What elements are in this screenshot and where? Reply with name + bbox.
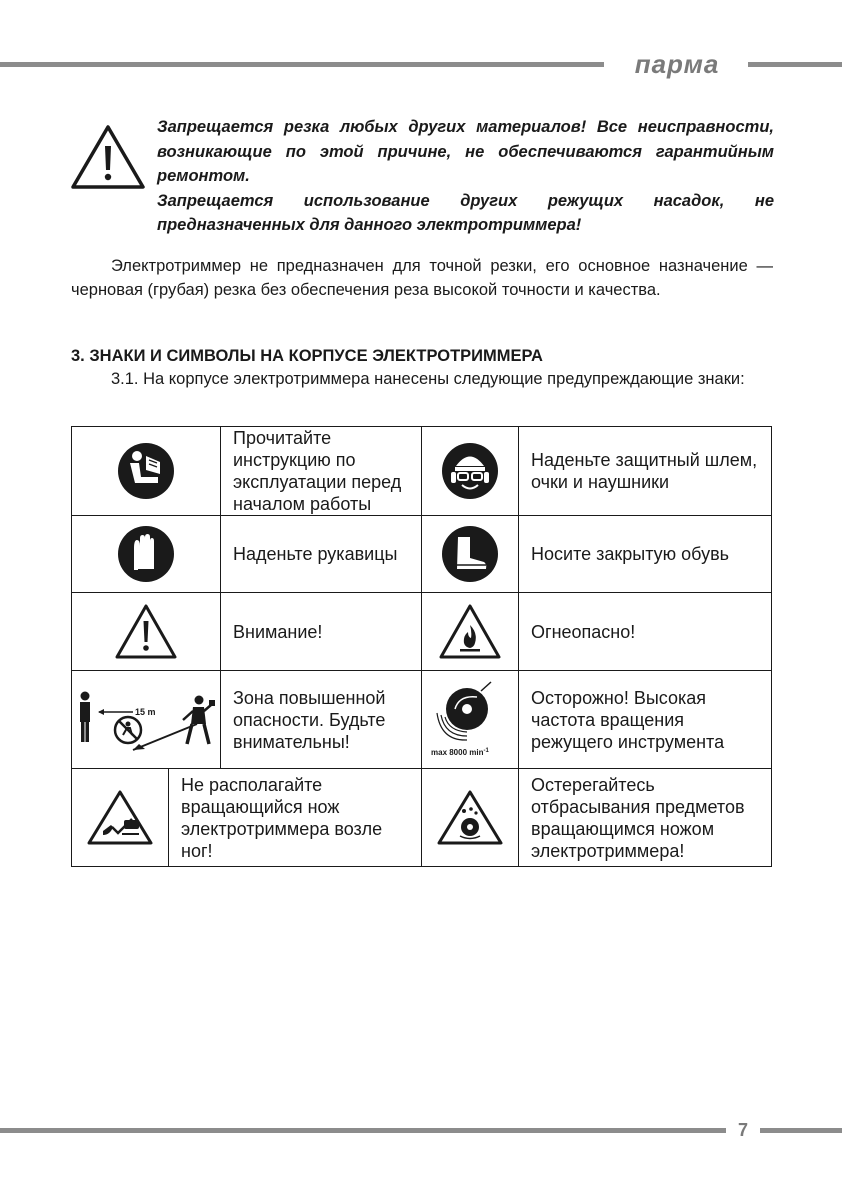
sign-text-cell: Осторожно! Высокая частота вращения режущего инструмента	[519, 671, 772, 769]
table-row	[72, 671, 772, 769]
boots-icon	[440, 524, 500, 584]
read-manual-icon	[116, 441, 176, 501]
sign-text-cell: Остерегайтесь отбрасывания предметов вращающимся ножом электротриммера!	[519, 769, 772, 867]
danger-zone-icon	[73, 688, 219, 752]
sign-text-cell: Прочитайте инструкцию по эксплуатации перед началом работы	[221, 427, 422, 516]
helmet-goggles-earmuffs-icon	[440, 441, 500, 501]
sign-icon-cell	[72, 516, 221, 593]
sign-icon-cell	[422, 516, 519, 593]
warning-triangle-icon	[70, 124, 146, 190]
section-intro	[71, 368, 773, 390]
warning-line-1: Запрещается резка любых других материалов! Все неисправности, возникающие по этой причине, не обеспечиваются гарантийным ремонтом.	[157, 118, 774, 185]
sign-icon-cell	[72, 769, 169, 867]
sign-text-cell: Носите закрытую обувь	[519, 516, 772, 593]
warning-line-2: Запрещается использование других режущих насадок, не предназначенных для данного электротриммера!	[157, 191, 774, 234]
high-rotation-speed-icon	[425, 679, 515, 761]
sign-text-cell: Наденьте рукавицы	[221, 516, 422, 593]
intro-text: Электротриммер не предназначен для точной резки, его основное назначение — черновая (грубая) резка без обеспечения реза высокой точности и качества.	[71, 257, 773, 299]
sign-icon-cell	[422, 593, 519, 671]
page-number: 7	[737, 1120, 748, 1140]
sign-icon-cell	[72, 671, 221, 769]
sign-text-cell: Внимание!	[221, 593, 422, 671]
thrown-objects-icon	[436, 789, 504, 847]
signs-table	[71, 426, 772, 867]
sign-icon-cell	[422, 427, 519, 516]
sign-icon-cell	[72, 593, 221, 671]
speed-exponent: -1	[483, 747, 489, 754]
brand-logo: парма	[634, 49, 720, 79]
table-row	[72, 593, 772, 671]
sign-icon-cell	[422, 769, 519, 867]
sign-text-cell: Не располагайте вращающийся нож электротриммера возле ног!	[169, 769, 422, 867]
footer-rule-left	[0, 1128, 726, 1133]
distance-label: 15 m	[135, 706, 156, 717]
svg-text:max 8000 min-1	[431, 748, 489, 757]
section-intro-text: 3.1. На корпусе электротриммера нанесены следующие предупреждающие знаки:	[111, 370, 745, 388]
footer-rule-right	[760, 1128, 842, 1133]
sign-icon-cell	[422, 671, 519, 769]
warning-text	[157, 115, 774, 238]
table-row	[72, 516, 772, 593]
sign-icon-cell	[72, 427, 221, 516]
header-rule-left	[0, 62, 604, 67]
fire-hazard-icon	[438, 603, 502, 661]
section-title: 3. ЗНАКИ И СИМВОЛЫ НА КОРПУСЕ ЭЛЕКТРОТРИММЕРА	[71, 347, 543, 365]
sign-text-cell: Огнеопасно!	[519, 593, 772, 671]
gloves-icon	[116, 524, 176, 584]
attention-icon	[114, 603, 178, 661]
speed-label: max 8000 min	[431, 747, 484, 757]
keep-blade-away-from-feet-icon	[86, 789, 154, 847]
header-rule-right	[748, 62, 842, 67]
table-row	[72, 427, 772, 516]
sign-text-cell: Зона повышенной опасности. Будьте внимательны!	[221, 671, 422, 769]
table-row	[72, 769, 772, 867]
sign-text-cell: Наденьте защитный шлем, очки и наушники	[519, 427, 772, 516]
intro-paragraph	[71, 254, 773, 302]
